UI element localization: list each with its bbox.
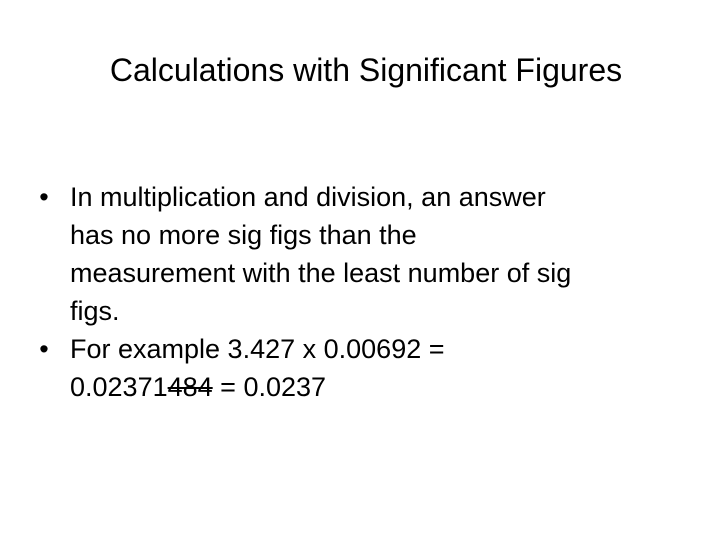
kept-digits: 0.02371 <box>70 372 168 402</box>
bullet-icon: • <box>39 182 49 212</box>
bullet-list <box>30 178 670 406</box>
rounded-result: = 0.0237 <box>212 372 327 402</box>
example-result-line <box>70 368 670 406</box>
bullet-icon: • <box>39 334 49 364</box>
bullet-item-example <box>30 330 670 406</box>
slide-title: Calculations with Significant Figures <box>109 52 623 88</box>
bullet-text-line: measurement with the least number of sig <box>70 258 572 288</box>
bullet-text-line: figs. <box>70 296 120 326</box>
example-equation-line: For example 3.427 x 0.00692 = <box>70 334 445 364</box>
bullet-text-line: has no more sig figs than the <box>70 220 417 250</box>
bullet-item-rule <box>30 178 670 330</box>
bullet-text-line: In multiplication and division, an answer <box>70 182 546 212</box>
struck-digits: 484 <box>167 372 213 402</box>
